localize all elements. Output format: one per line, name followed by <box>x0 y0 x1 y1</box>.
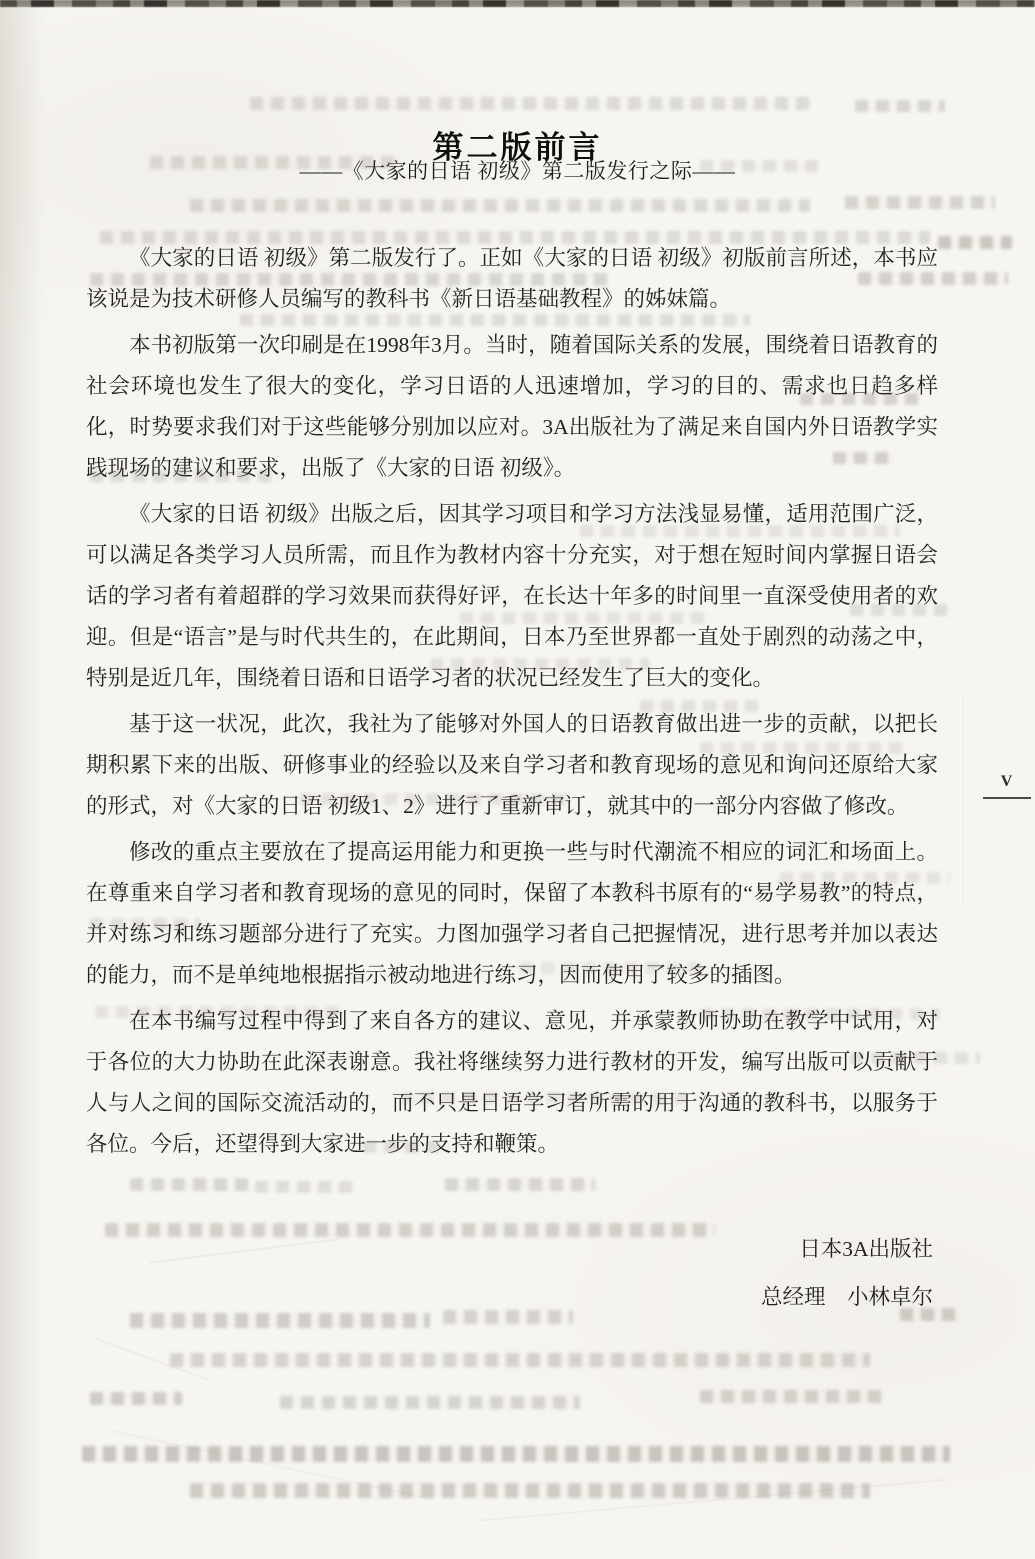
signer-name: 总经理 小林卓尔 <box>760 1285 933 1309</box>
paragraph: 基于这一状况，此次，我社为了能够对外国人的日语教育做出进一步的贡献，以把长期积累下来的出版、研修事业的经验以及来自学习者和教育现场的意见和询问还原给大家的形式，对《大家的日语 初级1、2》进行了重新审订，就其中的一部分内容做了修改。 <box>86 712 938 818</box>
bleed-through-mark <box>82 1446 950 1462</box>
paragraph: 《大家的日语 初级》第二版发行了。正如《大家的日语 初级》初版前言所述，本书应该说是为技术研修人员编写的教科书《新日语基础教程》的姊妹篇。 <box>86 246 938 311</box>
page-left-shading <box>0 0 44 1559</box>
bleed-through-mark <box>90 273 610 286</box>
bleed-through-mark <box>443 1310 573 1324</box>
bleed-through-mark <box>855 100 945 112</box>
bleed-through-mark <box>858 272 1008 285</box>
bleed-through-mark <box>130 1178 250 1191</box>
bleed-through-mark <box>105 1223 715 1237</box>
bleed-through-mark <box>250 97 810 110</box>
bleed-through-mark <box>900 1308 958 1321</box>
paragraph: 本书初版第一次印刷是在1998年3月。当时，随着国际关系的发展，围绕着日语教育的社会环境也发生了很大的变化，学习日语的人迅速增加，学习的目的、需求也日趋多样化，时势要求我们对于这些能够分别加以应对。3A出版社为了满足来自国内外日语教学实践现场的建议和要求，出版了《大家的日语 初级》。 <box>86 333 938 480</box>
bleed-through-mark <box>700 1390 885 1403</box>
bleed-through-mark <box>150 156 400 169</box>
bleed-through-mark <box>850 604 950 616</box>
bleed-through-mark <box>95 1006 345 1018</box>
bleed-through-mark <box>90 1392 182 1405</box>
bleed-through-mark <box>520 962 710 974</box>
bleed-through-mark <box>130 1313 430 1328</box>
paragraph: 修改的重点主要放在了提高运用能力和更换一些与时代潮流不相应的词汇和场面上。在尊重来自学习者和教育现场的意见的同时，保留了本教科书原有的“易学易教”的特点，并对练习和练习题部分进行了充实。力图加强学习者自己把握情况，进行思考并加以表达的能力，而不是单纯地根据指示被动地进行练习，因而使用了较多的插图。 <box>86 840 938 987</box>
bleed-through-mark <box>90 470 280 482</box>
bleed-through-mark <box>190 199 810 212</box>
bleed-through-mark <box>90 918 200 930</box>
bleed-through-mark <box>700 1008 940 1020</box>
bleed-through-mark <box>850 1052 980 1064</box>
page-number-rule <box>983 797 1031 799</box>
scratch-line <box>150 1239 339 1263</box>
bleed-through-mark <box>833 452 893 464</box>
bleed-through-mark <box>640 700 760 712</box>
bleed-through-mark <box>780 872 950 884</box>
bleed-through-mark <box>845 196 995 209</box>
bleed-through-mark <box>170 1353 870 1367</box>
signature-block <box>761 1228 933 1318</box>
preface-body <box>86 238 938 1170</box>
bleed-through-mark <box>280 1396 580 1409</box>
bleed-through-mark <box>430 658 650 670</box>
scratch-line <box>963 696 964 906</box>
bleed-through-mark <box>460 612 710 624</box>
publisher-name: 日本3A出版社 <box>799 1237 933 1261</box>
page-title: 第二版前言 <box>432 129 603 165</box>
bleed-through-mark <box>400 1092 690 1104</box>
bleed-through-mark <box>700 742 910 754</box>
bleed-through-mark <box>700 160 820 172</box>
paragraph: 在本书编写过程中得到了来自各方的建议、意见，并承蒙教师协助在教学中试用，对于各位的大力协助在此深表谢意。我社将继续努力进行教材的开发，编写出版可以贡献于人与人之间的国际交流活动的，而不只是日语学习者所需的用于沟通的教科书，以服务于各位。今后，还望得到大家进一步的支持和鞭策。 <box>86 1009 938 1156</box>
paragraph: 《大家的日语 初级》出版之后，因其学习项目和学习方法浅显易懂，适用范围广泛，可以满足各类学习人员所需，而且作为教材内容十分充实，对于想在短时间内掌握日语会话的学习者有着超群的学习效果而获得好评，在长达十年多的时间里一直深受使用者的欢迎。但是“语言”是与时代共生的，在此期间，日本乃至世界都一直处于剧烈的动荡之中，特别是近几年，围绕着日语和日语学习者的状况已经发生了巨大的变化。 <box>86 502 938 690</box>
bleed-through-mark <box>240 314 750 326</box>
bleed-through-mark <box>300 793 570 805</box>
bleed-through-mark <box>445 1178 595 1191</box>
page-top-edge <box>0 0 1035 7</box>
bleed-through-mark <box>580 525 900 537</box>
bleed-through-mark <box>938 236 1012 249</box>
page-number: V <box>1000 773 1014 790</box>
page-subtitle: ——《大家的日语 初级》第二版发行之际—— <box>299 159 736 183</box>
bleed-through-mark <box>100 231 930 244</box>
bleed-through-mark <box>363 1141 448 1153</box>
bleed-through-mark <box>255 1181 355 1193</box>
bleed-through-mark <box>800 393 920 405</box>
